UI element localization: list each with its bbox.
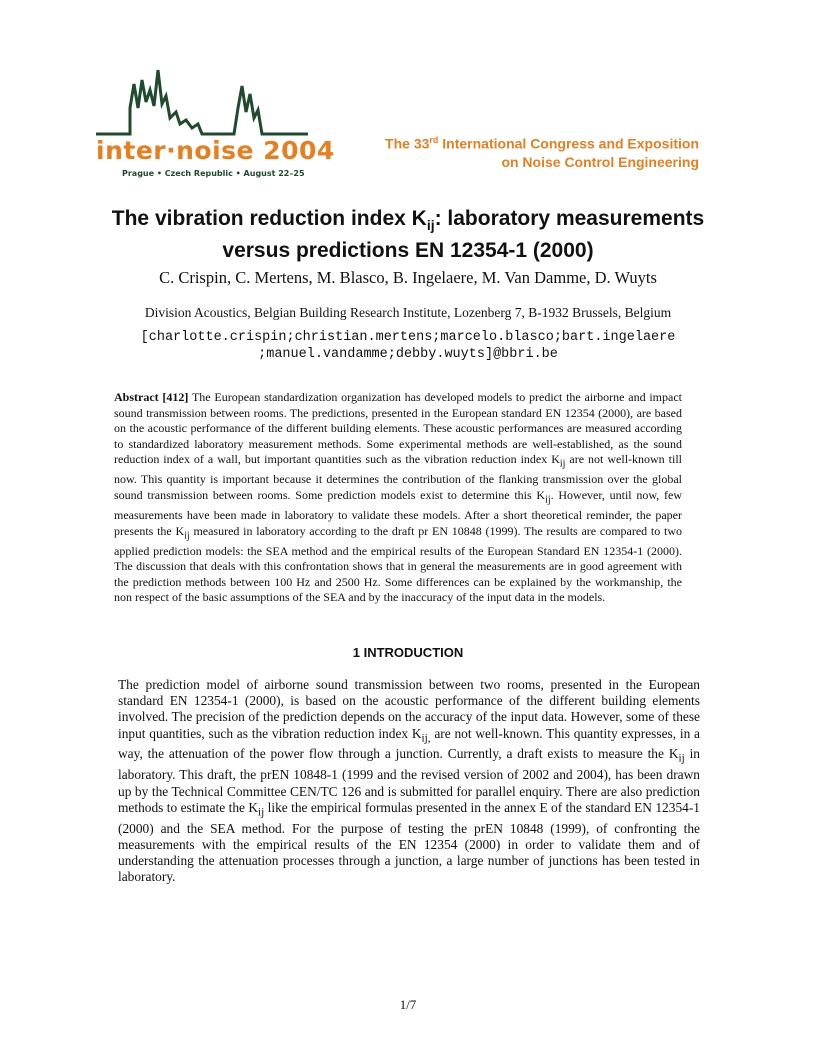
author-emails	[80, 329, 736, 363]
abstract: Abstract [412] The European standardization organization has developed models to predict the airborne and impact sound transmission between rooms. The predictions, presented in the European standard EN 12354 (2000), are based on the acoustic performance of the different building elements. These acoustic performances are measured according to standardized laboratory measurement methods. Some experimental methods are well-established, as the sound reduction index of a wall, but important quantities such as the vibration reduction index $K_{ij}$ are not well-known till now. This quantity is important because it determines the contribution of the flanking transmission over the global sound transmission between rooms. Some prediction models exist to determine this $K_{ij}$. However, until now, few measurements have been made in laboratory to validate these models. After a short theoretical reminder, the paper presents the $K_{ij}$ measured in laboratory according to the draft pr EN 10848 (1999). The results are compared to two applied prediction models: the SEA method and the empirical results of the European Standard EN 12354-1 (2000). The discussion that deals with this confrontation shows that in general the measurements are in good agreement with the prediction methods between 100 Hz and 2500 Hz. Some differences can be explained by the workmanship, the non respect of the basic assumptions of the SEA and by the inaccuracy of the input data in the models.	[114, 390, 682, 605]
page-number: 1/7	[399, 997, 417, 1012]
congress-line-2: on Noise Control Engineering	[501, 153, 699, 170]
congress-line-1: The 33rd International Congress and Exposition	[385, 135, 699, 152]
title-line-2: versus predictions EN 12354-1 (2000)	[222, 239, 594, 263]
paper-title	[60, 206, 756, 264]
title-line-1: The vibration reduction index $K_{ij}$: laboratory measurements	[111, 207, 705, 234]
affiliation: Division Acoustics, Belgian Building Research Institute, Lozenberg 7, B-1932 Brussels, Belgium	[144, 305, 672, 320]
emails-line-2: ;manuel.vandamme;debby.wuyts]@bbri.be	[258, 347, 558, 362]
logo-subtitle: Prague • Czech Republic • August 22–25	[122, 169, 305, 178]
internoise-logo	[94, 68, 335, 180]
congress-heading	[385, 131, 699, 171]
authors: C. Crispin, C. Mertens, M. Blasco, B. Ingelaere, M. Van Damme, D. Wuyts	[159, 268, 657, 287]
logo-wordmark: inter·noise 2004	[96, 136, 335, 165]
intro-paragraph: The prediction model of airborne sound transmission between two rooms, presented in the European standard EN 12354-1 (2000), is based on the acoustic performance of the different building elements involved. The precision of the prediction depends on the accuracy of the input data. However, some of these input quantities, such as the vibration reduction index $K_{ij,}$ are not well-known. This quantity expresses, in a way, the attenuation of the power flow through a junction. Currently, a draft exists to measure the $K_{ij}$ in laboratory. This draft, the prEN 10848-1 (1999 and the revised version of 2002 and 2004), has been drawn up by the Technical Committee CEN/TC 126 and is submitted for parallel enquiry. There are also prediction methods to estimate the $K_{ij}$ like the empirical formulas presented in the annex E of the standard EN 12354-1 (2000) and the SEA method. For the purpose of testing the prEN 10848 (1999), of confronting the measurements with the empirical results of the EN 12354 (2000) in order to validate them and of understanding the attenuation processes through a junction, a large number of junctions has been tested in laboratory.	[118, 677, 700, 885]
emails-line-1: [charlotte.crispin;christian.mertens;marcelo.blasco;bart.ingelaere	[140, 330, 676, 345]
abstract-label: Abstract [412]	[114, 390, 189, 404]
section-heading: 1 INTRODUCTION	[352, 645, 464, 660]
